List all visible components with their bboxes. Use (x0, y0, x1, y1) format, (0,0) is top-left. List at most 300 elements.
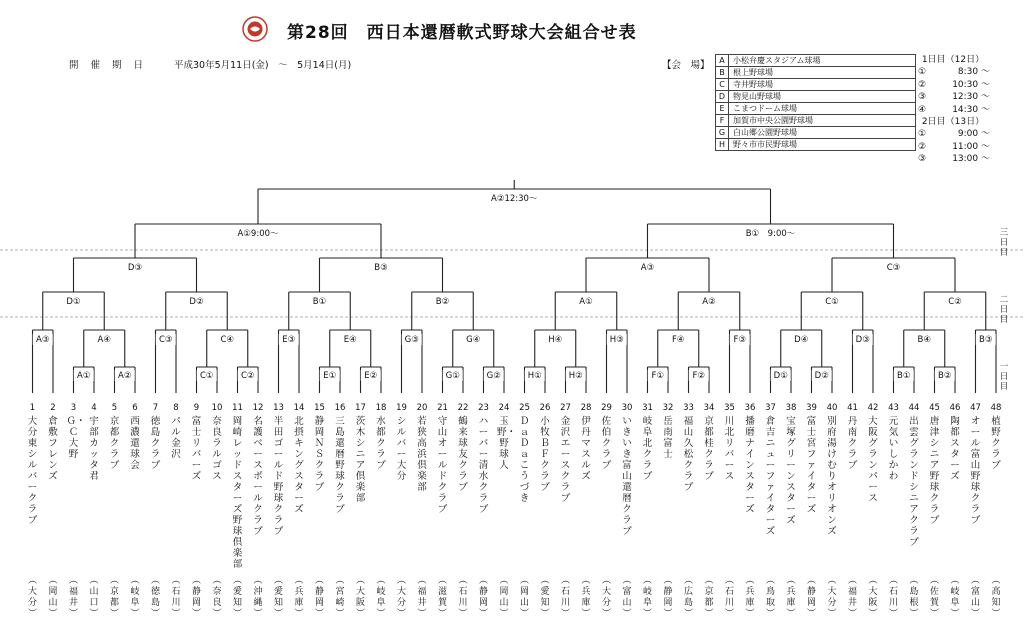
paren-open: ︵ (130, 576, 140, 586)
slot-mark: ③ (918, 92, 927, 103)
prefecture-name: 岐阜 (642, 587, 652, 608)
team-name: 倉吉ニューファイターズ (765, 416, 776, 537)
prefecture-name: 大阪 (355, 587, 365, 608)
game-label: G③ (404, 335, 419, 345)
team-number: 25 (519, 403, 530, 413)
paren-open: ︵ (950, 576, 960, 586)
paren-close: ︶ (314, 609, 324, 619)
team-number: 34 (703, 403, 715, 413)
team-name: 川北リバース (724, 416, 735, 482)
team-name: ＤａＤａこうづき (519, 416, 530, 504)
team-prefecture (354, 576, 368, 620)
prefecture-name: 福井 (417, 587, 427, 608)
paren-close: ︶ (191, 609, 201, 619)
team-prefecture (272, 576, 286, 620)
paren-close: ︶ (376, 609, 386, 619)
prefecture-name: 石川 (724, 587, 734, 608)
prefecture-name: 広島 (683, 587, 693, 608)
team-name: 出雲グランドシニアクラブ (909, 416, 919, 548)
team-prefecture (948, 576, 962, 620)
game-label: A① (77, 371, 91, 381)
paren-close: ︶ (89, 609, 99, 619)
paren-open: ︵ (540, 576, 550, 586)
game-label: G④ (466, 335, 481, 345)
venue-code: B (716, 67, 729, 79)
team-number: 7 (152, 403, 159, 413)
prefecture-name: 静岡 (663, 587, 673, 608)
prefecture-name: 山口 (89, 587, 99, 608)
slot-mark: ② (918, 79, 927, 90)
paren-open: ︵ (868, 576, 878, 586)
team-name: 西濃還球会 (130, 416, 140, 471)
team-name: シルバー大分 (396, 416, 407, 482)
paren-close: ︶ (478, 609, 488, 619)
team-number: 26 (539, 403, 551, 413)
venue-code: H (716, 139, 729, 151)
game-label: C① (199, 371, 214, 381)
team-prefecture (784, 576, 798, 620)
prefecture-name: 岐阜 (376, 587, 386, 608)
team-name: 大分東シルバークラブ (27, 416, 38, 526)
team-number: 35 (724, 403, 735, 413)
paren-close: ︶ (724, 609, 734, 619)
team-number: 42 (867, 403, 879, 413)
team-number: 23 (478, 403, 489, 413)
slot-time: 12:30 ～ (952, 92, 990, 103)
prefecture-name: 静岡 (806, 587, 816, 608)
team-prefecture (866, 576, 880, 620)
venue-name: こまつドーム球場 (729, 103, 916, 115)
prefecture-name: 兵庫 (786, 587, 796, 608)
game-label: F② (692, 371, 706, 381)
game-label: A①9:00～ (237, 229, 279, 239)
paren-open: ︵ (642, 576, 652, 586)
paren-close: ︶ (581, 609, 591, 619)
game-label: A② (118, 371, 132, 381)
team-prefecture (333, 576, 347, 620)
team-number: 27 (560, 403, 571, 413)
paren-open: ︵ (396, 576, 406, 586)
paren-close: ︶ (294, 609, 304, 619)
paren-close: ︶ (868, 609, 878, 619)
paren-close: ︶ (499, 609, 509, 619)
prefecture-name: 静岡 (314, 587, 324, 608)
paren-close: ︶ (970, 609, 980, 619)
team-prefecture (87, 576, 101, 620)
prefecture-name: 石川 (888, 587, 898, 608)
team-prefecture (497, 576, 511, 620)
team-prefecture (887, 576, 901, 620)
paren-open: ︵ (519, 576, 529, 586)
slot-time: 11:00 ～ (952, 141, 990, 152)
team-name: 岡崎レッドスターズ野球倶楽部 (232, 416, 243, 570)
prefecture-name: 大分 (396, 587, 406, 608)
team-number: 48 (990, 403, 1002, 413)
venue-name: 根上野球場 (729, 67, 916, 79)
paren-close: ︶ (417, 609, 427, 619)
paren-close: ︶ (171, 609, 181, 619)
team-number: 2 (50, 403, 56, 413)
paren-open: ︵ (417, 576, 427, 586)
team-number: 36 (744, 403, 756, 413)
team-name: 岐阜北クラブ (642, 416, 653, 482)
paren-close: ︶ (786, 609, 796, 619)
date-value: 平成30年5月11日(金) ～ 5月14日(月) (174, 60, 352, 71)
prefecture-name: 愛知 (273, 587, 283, 608)
team-number: 3 (70, 403, 77, 413)
paren-close: ︶ (806, 609, 816, 619)
team-name: 名護ベースボールクラブ (253, 416, 263, 537)
paren-close: ︶ (335, 609, 345, 619)
game-label: G② (486, 371, 501, 381)
paren-open: ︵ (273, 576, 283, 586)
team-number: 22 (457, 403, 469, 413)
team-prefecture (67, 576, 81, 620)
prefecture-name: 富山 (622, 587, 632, 608)
team-name: 若狭高浜倶楽部 (417, 416, 427, 493)
paren-open: ︵ (27, 576, 37, 586)
paren-open: ︵ (970, 576, 980, 586)
team-prefecture (26, 576, 40, 620)
game-label: D④ (794, 335, 809, 345)
team-number: 32 (662, 403, 674, 413)
team-number: 1 (29, 403, 36, 413)
team-number: 29 (601, 403, 612, 413)
paren-open: ︵ (294, 576, 304, 586)
paren-close: ︶ (27, 609, 37, 619)
paren-open: ︵ (581, 576, 591, 586)
game-label: C④ (220, 335, 235, 345)
paren-open: ︵ (991, 576, 1001, 586)
venue-code: D (716, 91, 729, 103)
team-name: 玉野・野球人 (497, 416, 517, 471)
paren-open: ︵ (212, 576, 222, 586)
team-name: 唐津シニア野球クラブ (929, 416, 940, 526)
team-prefecture (395, 576, 409, 620)
paren-close: ︶ (540, 609, 550, 619)
team-number: 19 (396, 403, 407, 413)
game-label: A③ (640, 263, 655, 273)
day-label: 三日目 (999, 228, 1009, 258)
team-name: 京都桂クラブ (704, 416, 714, 482)
paren-open: ︵ (786, 576, 796, 586)
team-number: 17 (355, 403, 366, 413)
team-number: 12 (252, 403, 264, 413)
slot-time: 13:00 ～ (952, 154, 990, 165)
game-label: A① (579, 297, 593, 307)
team-prefecture (149, 576, 163, 620)
team-number: 33 (683, 403, 694, 413)
game-label: A② (702, 297, 716, 307)
prefecture-name: 沖縄 (253, 587, 263, 608)
paren-open: ︵ (827, 576, 837, 586)
prefecture-name: 鳥取 (765, 587, 775, 608)
team-prefecture (620, 576, 634, 620)
slot-mark: ① (918, 67, 927, 78)
team-number: 20 (416, 403, 428, 413)
game-label: D① (773, 371, 788, 381)
prefecture-name: 福井 (847, 587, 857, 608)
team-prefecture (661, 576, 675, 620)
paren-close: ︶ (68, 609, 78, 619)
team-number: 44 (908, 403, 920, 413)
prefecture-name: 岐阜 (130, 587, 140, 608)
prefecture-name: 石川 (560, 587, 570, 608)
team-name: 北摂キングスターズ (294, 416, 304, 515)
paren-open: ︵ (909, 576, 919, 586)
team-prefecture (846, 576, 860, 620)
team-name: 丹南クラブ (847, 416, 858, 471)
paren-close: ︶ (519, 609, 529, 619)
paren-open: ︵ (704, 576, 714, 586)
team-prefecture (128, 576, 142, 620)
game-label: F④ (671, 335, 685, 345)
venue-name: 野々市市民野球場 (729, 139, 916, 151)
team-name: 水都クラブ (376, 416, 386, 471)
venue-label: 【会 場】 (662, 60, 710, 71)
team-number: 4 (91, 403, 97, 413)
paren-open: ︵ (89, 576, 99, 586)
team-name: 播磨ナインスターズ (745, 416, 755, 515)
paren-close: ︶ (888, 609, 898, 619)
venue-code: C (716, 79, 729, 91)
prefecture-name: 兵庫 (294, 587, 304, 608)
slot-mark: ② (918, 141, 927, 152)
team-name: オール富山野球クラブ (970, 416, 981, 526)
team-prefecture (989, 576, 1003, 620)
team-prefecture (682, 576, 696, 620)
prefecture-name: 大分 (827, 587, 837, 608)
team-prefecture (210, 576, 224, 620)
prefecture-name: 福井 (68, 587, 78, 608)
team-number: 13 (273, 403, 284, 413)
game-label: A②12:30～ (491, 194, 538, 204)
paren-close: ︶ (642, 609, 652, 619)
paren-open: ︵ (888, 576, 898, 586)
team-number: 45 (929, 403, 940, 413)
paren-open: ︵ (724, 576, 734, 586)
prefecture-name: 高知 (991, 587, 1001, 608)
game-label: B④ (917, 335, 931, 345)
team-name: 静岡ＮＳクラブ (314, 416, 325, 493)
game-label: C② (948, 297, 962, 307)
game-label: D② (814, 371, 829, 381)
page-title: 第28回 西日本還暦軟式野球大会組合せ表 (287, 23, 637, 43)
paren-open: ︵ (109, 576, 119, 586)
team-number: 43 (888, 403, 899, 413)
venue-name: 白山郷公園野球場 (729, 127, 916, 139)
prefecture-name: 京都 (109, 587, 119, 608)
team-prefecture (292, 576, 306, 620)
game-label: D① (66, 297, 81, 307)
paren-close: ︶ (560, 609, 570, 619)
paren-open: ︵ (622, 576, 632, 586)
paren-open: ︵ (335, 576, 345, 586)
venue-code: E (716, 103, 729, 115)
team-name: 佐伯クラブ (601, 416, 612, 471)
game-label: B② (938, 371, 952, 381)
team-number: 24 (498, 403, 510, 413)
team-number: 8 (173, 403, 179, 413)
game-label: B① (312, 297, 327, 307)
team-prefecture (805, 576, 819, 620)
team-name: 福山久松クラブ (683, 416, 694, 493)
paren-open: ︵ (458, 576, 468, 586)
team-number: 9 (193, 403, 200, 413)
game-label: D③ (855, 335, 870, 345)
team-prefecture (169, 576, 183, 620)
venue-name: 小松弁慶スタジアム球場 (729, 55, 916, 67)
team-name: 富士宮ファイターズ (806, 416, 817, 515)
paren-close: ︶ (683, 609, 693, 619)
schedule-day-heading: 2日目（13日） (921, 116, 985, 127)
paren-close: ︶ (909, 609, 919, 619)
paren-close: ︶ (437, 609, 447, 619)
team-prefecture (456, 576, 470, 620)
team-prefecture (907, 576, 921, 620)
game-label: H④ (548, 335, 563, 345)
day-label: 二日目 (999, 295, 1009, 325)
slot-time: 8:30 ～ (957, 67, 990, 78)
game-label: C③ (886, 263, 901, 273)
slot-time: 10:30 ～ (952, 79, 990, 90)
game-label: E② (364, 371, 378, 381)
team-number: 41 (847, 403, 858, 413)
prefecture-name: 石川 (171, 587, 181, 608)
team-name: パル金沢 (171, 416, 181, 460)
team-number: 31 (642, 403, 653, 413)
venue-name: 寺井野球場 (729, 79, 916, 91)
team-name: 別府湯けむりオリオンズ (827, 416, 837, 537)
team-prefecture (579, 576, 593, 620)
venue-code: A (716, 55, 729, 67)
game-label: H② (568, 371, 583, 381)
team-name: 鶴来球友クラブ (458, 416, 468, 493)
paren-open: ︵ (376, 576, 386, 586)
venue-name: 物見山野球場 (729, 91, 916, 103)
game-label: F① (651, 371, 665, 381)
game-label: D② (189, 297, 204, 307)
game-label: H③ (609, 335, 624, 345)
team-number: 28 (580, 403, 592, 413)
paren-close: ︶ (765, 609, 775, 619)
team-number: 47 (970, 403, 981, 413)
team-prefecture (641, 576, 655, 620)
paren-close: ︶ (232, 609, 242, 619)
prefecture-name: 兵庫 (745, 587, 755, 608)
team-name: 宇部カッタ君 (89, 416, 99, 482)
paren-open: ︵ (745, 576, 755, 586)
paren-open: ︵ (806, 576, 816, 586)
team-name: 植野クラブ (991, 416, 1001, 471)
prefecture-name: 兵庫 (581, 587, 591, 608)
team-number: 21 (437, 403, 448, 413)
prefecture-name: 大阪 (868, 587, 878, 608)
team-name: 大阪グランパース (868, 416, 878, 504)
day-label: 一日目 (999, 362, 1009, 392)
prefecture-name: 徳島 (150, 587, 160, 608)
team-number: 46 (949, 403, 961, 413)
team-number: 14 (293, 403, 305, 413)
game-label: B① (897, 371, 911, 381)
paren-open: ︵ (663, 576, 673, 586)
paren-close: ︶ (704, 609, 714, 619)
team-number: 18 (375, 403, 387, 413)
paren-close: ︶ (458, 609, 468, 619)
team-prefecture (600, 576, 614, 620)
paren-open: ︵ (171, 576, 181, 586)
paren-close: ︶ (745, 609, 755, 619)
team-prefecture (825, 576, 839, 620)
paren-close: ︶ (396, 609, 406, 619)
team-prefecture (415, 576, 429, 620)
team-name: ハーバー清水クラブ (478, 416, 489, 515)
game-label: H① (527, 371, 542, 381)
date-label: 開催期日 (69, 60, 156, 71)
game-label: C③ (158, 335, 173, 345)
paren-open: ︵ (232, 576, 242, 586)
paren-open: ︵ (478, 576, 488, 586)
paren-close: ︶ (827, 609, 837, 619)
slot-mark: ④ (918, 104, 927, 115)
team-prefecture (313, 576, 327, 620)
team-number: 37 (765, 403, 776, 413)
team-prefecture (559, 576, 573, 620)
team-name: 三島還暦野球クラブ (335, 416, 345, 515)
prefecture-name: 岡山 (48, 587, 58, 608)
paren-close: ︶ (929, 609, 939, 619)
team-number: 10 (211, 403, 223, 413)
prefecture-name: 大分 (27, 587, 37, 608)
team-name: 半田ゴールド野球クラブ (273, 416, 284, 537)
team-name: 奈良ラルゴス (212, 416, 222, 482)
team-name: 守山オールドクラブ (437, 416, 448, 515)
team-name: 元気いしかわ (888, 416, 899, 482)
team-name: 小牧ＢＦクラブ (540, 416, 550, 493)
game-label: B② (435, 297, 450, 307)
prefecture-name: 大分 (601, 587, 611, 608)
game-label: F③ (733, 335, 747, 345)
team-name: 富士リバーズ (191, 416, 202, 482)
slot-mark: ① (918, 129, 927, 140)
team-prefecture (251, 576, 265, 620)
team-prefecture (436, 576, 450, 620)
paren-close: ︶ (663, 609, 673, 619)
paren-open: ︵ (683, 576, 693, 586)
team-name: 茨木シニア倶楽部 (355, 416, 366, 504)
paren-open: ︵ (150, 576, 160, 586)
game-label: B① 9:00～ (745, 229, 796, 239)
prefecture-name: 富山 (970, 587, 980, 608)
paren-open: ︵ (929, 576, 939, 586)
prefecture-name: 石川 (458, 587, 468, 608)
team-name: Ｇ・Ｃ大野 (66, 416, 86, 460)
team-name: 徳島クラブ (150, 416, 161, 471)
team-number: 15 (314, 403, 325, 413)
venue-code: F (716, 115, 729, 127)
team-name: 宝塚グリーンスターズ (786, 416, 796, 526)
team-prefecture (374, 576, 388, 620)
team-number: 39 (806, 403, 817, 413)
paren-close: ︶ (355, 609, 365, 619)
team-prefecture (108, 576, 122, 620)
team-prefecture (743, 576, 757, 620)
paren-open: ︵ (48, 576, 58, 586)
prefecture-name: 愛知 (540, 587, 550, 608)
team-prefecture (518, 576, 532, 620)
game-label: C① (825, 297, 839, 307)
prefecture-name: 岡山 (519, 587, 529, 608)
